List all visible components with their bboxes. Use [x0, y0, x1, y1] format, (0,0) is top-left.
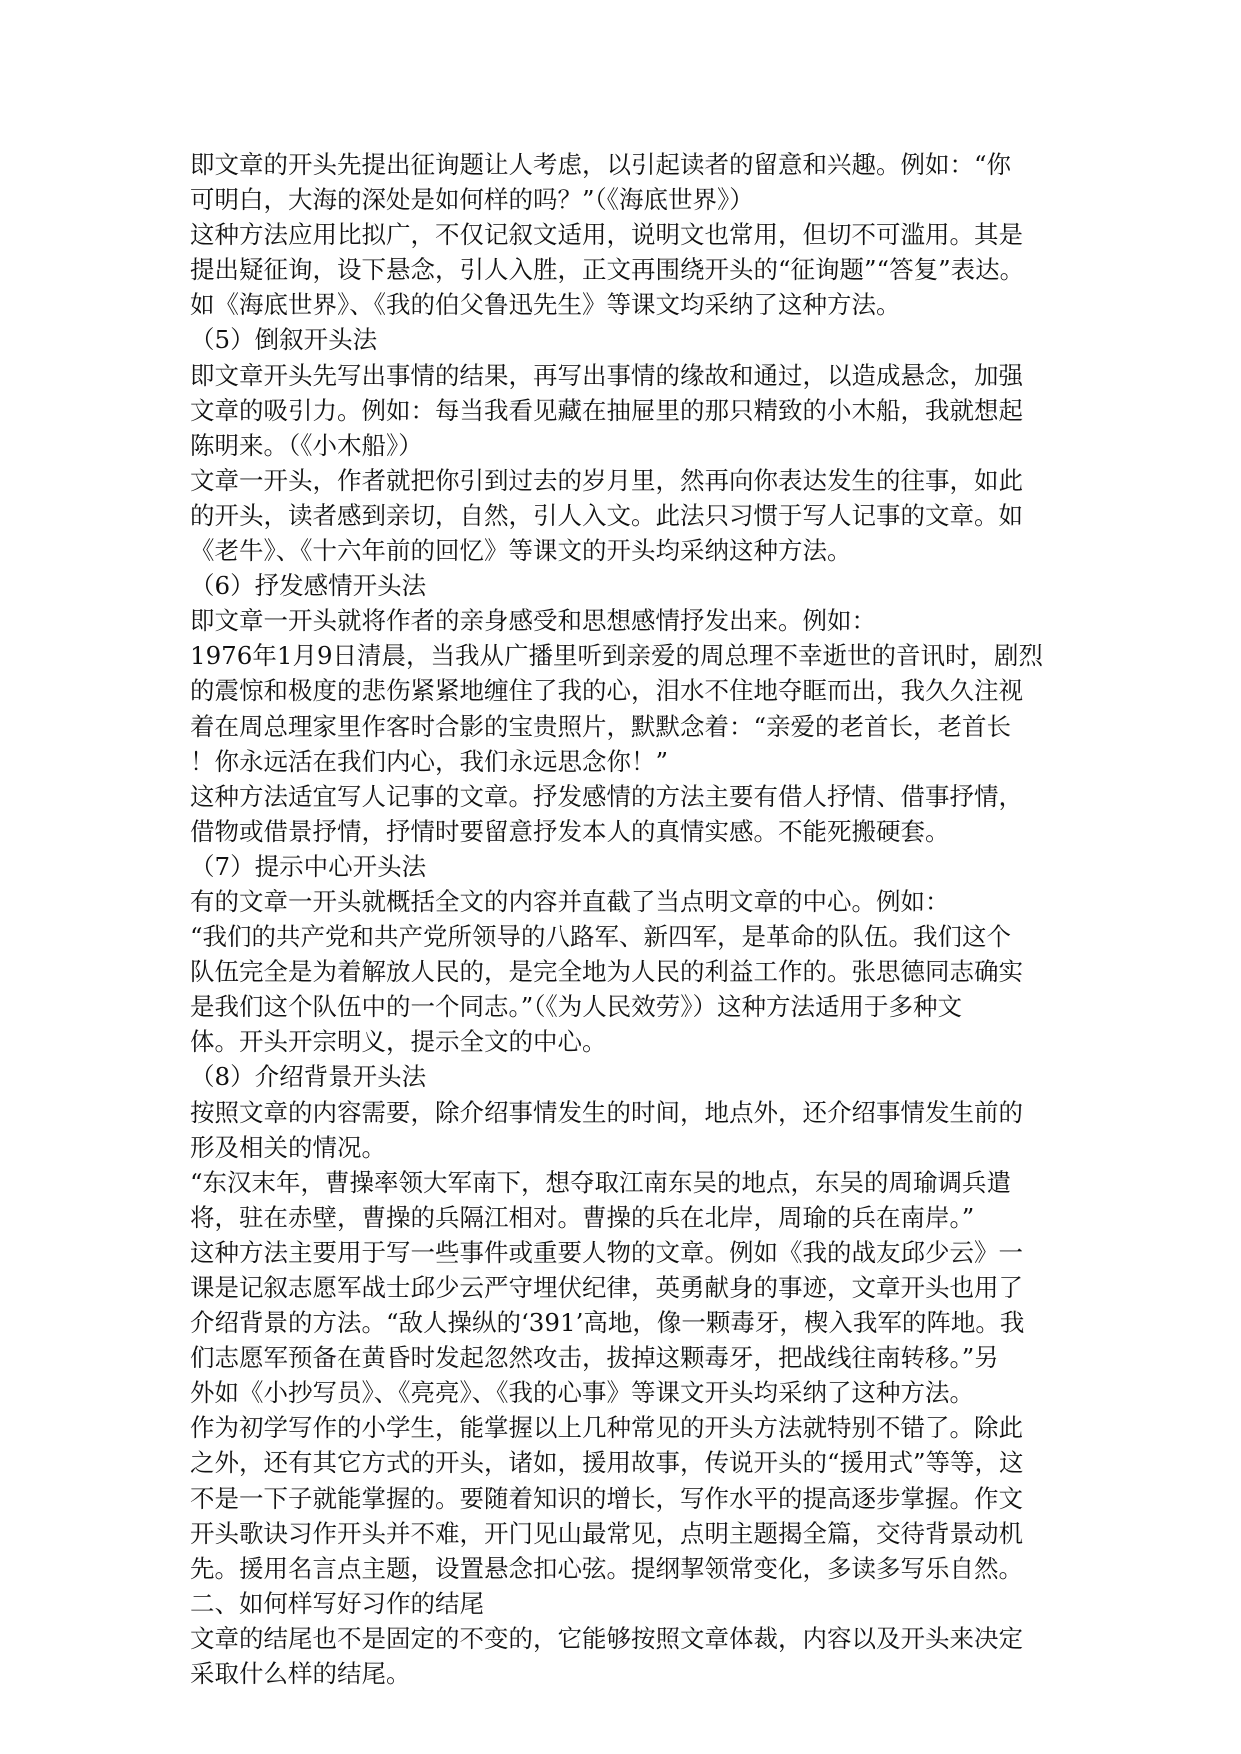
- text-line: 即文章开头先写出事情的结果，再写出事情的缘故和通过，以造成悬念，加强: [190, 360, 1023, 390]
- text-line: 介绍背景的方法。“敌人操纵的‘391’高地，像一颗毒牙，楔入我军的阵地。我: [190, 1308, 1025, 1338]
- document-page: [190, 147, 1052, 1691]
- text-line: 提出疑征询，设下悬念，引人入胜，正文再围绕开头的“征询题”“答复”表达。: [190, 255, 1025, 285]
- text-line: 文章一开头，作者就把你引到过去的岁月里，然再向你表达发生的往事，如此: [190, 465, 1023, 495]
- text-line: 外如《小抄写员》、《亮亮》、《我的心事》等课文开头均采纳了这种方法。: [190, 1378, 974, 1408]
- text-line: 借物或借景抒情，抒情时要留意抒发本人的真情实感。不能死搬硬套。: [190, 816, 950, 846]
- text-line: “东汉末年，曹操率领大军南下，想夺取江南东吴的地点，东吴的周瑜调兵遣: [190, 1167, 1012, 1197]
- text-line: 将，驻在赤壁，曹操的兵隔江相对。曹操的兵在北岸，周瑜的兵在南岸。”: [190, 1202, 975, 1232]
- text-line: 的震惊和极度的悲伤紧紧地缠住了我的心，泪水不住地夺眶而出，我久久注视: [190, 676, 1023, 706]
- text-line: 即文章一开头就将作者的亲身感受和思想感情抒发出来。例如：: [190, 606, 876, 636]
- section-heading-ending: 二、如何样写好习作的结尾: [190, 1588, 484, 1618]
- text-line: 《老牛》、《十六年前的回忆》等课文的开头均采纳这种方法。: [190, 536, 852, 566]
- text-line: 体。开头开宗明义，提示全文的中心。: [190, 1027, 607, 1057]
- text-line: 有的文章一开头就概括全文的内容并直截了当点明文章的中心。例如：: [190, 886, 950, 916]
- text-line: 的开头，读者感到亲切，自然，引人入文。此法只习惯于写人记事的文章。如: [190, 500, 1023, 530]
- text-line: 作为初学写作的小学生，能掌握以上几种常见的开头方法就特别不错了。除此: [190, 1413, 1023, 1443]
- text-line: 之外，还有其它方式的开头，诸如，援用故事，传说开头的“援用式”等等，这: [190, 1448, 1024, 1478]
- section-heading-8: （8）介绍背景开头法: [190, 1062, 427, 1092]
- text-line: 这种方法主要用于写一些事件或重要人物的文章。例如《我的战友邱少云》一: [190, 1237, 1023, 1267]
- text-line: “我们的共产党和共产党所领导的八路军、新四军，是革命的队伍。我们这个: [190, 922, 1012, 952]
- text-line: 开头歌诀习作开头并不难，开门见山最常见，点明主题揭全篇，交待背景动机: [190, 1518, 1023, 1548]
- text-line: 可明白，大海的深处是如何样的吗？”（《海底世界》）: [190, 185, 754, 215]
- text-line: 按照文章的内容需要，除介绍事情发生的时间，地点外，还介绍事情发生前的: [190, 1097, 1023, 1127]
- text-line: 们志愿军预备在黄昏时发起忽然攻击，拔掉这颗毒牙，把战线往南转移。”另: [190, 1343, 999, 1373]
- text-line: 队伍完全是为着解放人民的，是完全地为人民的利益工作的。张思德同志确实: [190, 957, 1023, 987]
- section-heading-7: （7）提示中心开头法: [190, 851, 427, 881]
- text-line: 如《海底世界》、《我的伯父鲁迅先生》等课文均采纳了这种方法。: [190, 290, 901, 320]
- text-line: 课是记叙志愿军战士邱少云严守埋伏纪律，英勇献身的事迹，文章开头也用了: [190, 1273, 1023, 1302]
- text-line: 文章的结尾也不是固定的不变的，它能够按照文章体裁，内容以及开头来决定: [190, 1623, 1023, 1653]
- text-line: 1976年1月9日清晨，当我从广播里听到亲爱的周总理不幸逝世的音讯时，剧烈: [190, 641, 1044, 671]
- text-line: 先。援用名言点主题，设置悬念扣心弦。提纲挈领常变化，多读多写乐自然。: [190, 1553, 1023, 1583]
- text-line: ！你永远活在我们内心，我们永远思念你！”: [190, 746, 669, 776]
- section-heading-5: （5）倒叙开头法: [190, 325, 378, 355]
- text-line: 采取什么样的结尾。: [190, 1659, 411, 1689]
- section-heading-6: （6）抒发感情开头法: [190, 571, 427, 601]
- text-line: 陈明来。（《小木船》）: [190, 430, 423, 460]
- text-line: 不是一下子就能掌握的。要随着知识的增长，写作水平的提高逐步掌握。作文: [190, 1483, 1023, 1513]
- text-line: 是我们这个队伍中的一个同志。”（《为人民效劳》）这种方法适用于多种文: [190, 992, 963, 1022]
- text-line: 这种方法适宜写人记事的文章。抒发感情的方法主要有借人抒情、借事抒情，: [190, 781, 1023, 811]
- text-line: 即文章的开头先提出征询题让人考虑，以引起读者的留意和兴趣。例如：“你: [190, 150, 1012, 179]
- text-line: 这种方法应用比拟广，不仅记叙文适用，说明文也常用，但切不可滥用。其是: [190, 220, 1023, 250]
- text-line: 着在周总理家里作客时合影的宝贵照片，默默念着：“亲爱的老首长，老首长: [190, 711, 1012, 741]
- text-line: 文章的吸引力。例如：每当我看见藏在抽屉里的那只精致的小木船，我就想起: [190, 395, 1023, 425]
- text-line: 形及相关的情况。: [190, 1132, 386, 1162]
